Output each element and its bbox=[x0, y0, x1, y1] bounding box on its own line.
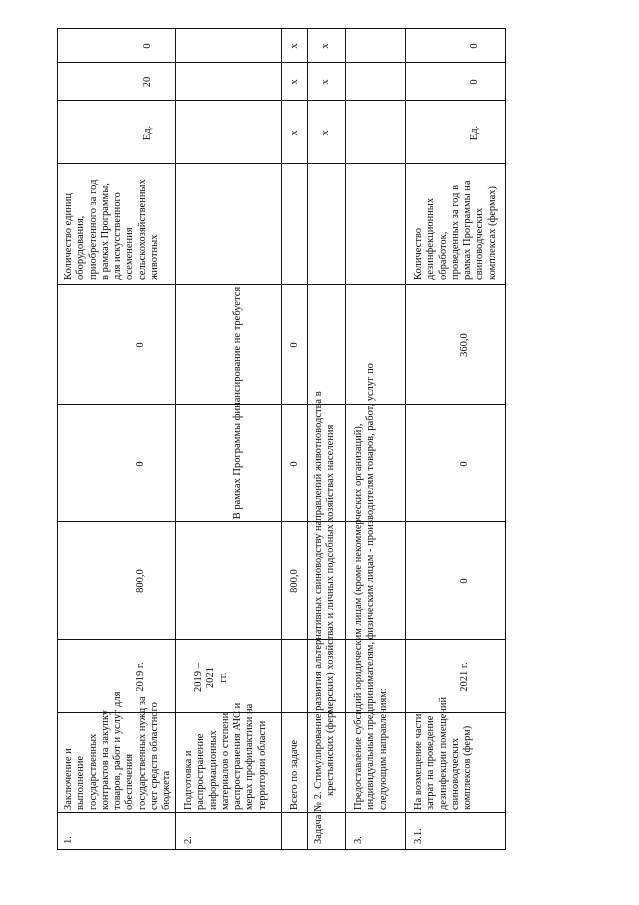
row1-indicator: Количество единиц оборудования, приобретенного за год в рамках Программы, для искусственного осеменения сельскохозяйственных животных bbox=[63, 179, 161, 280]
row2-merged-note: В рамках Программы финансирование не требуется bbox=[231, 286, 243, 520]
row31-indicator: Количество дезинфекционных обработок, проведенных за год в рамках Программы на свиноводческих комплексах (фермах) bbox=[413, 180, 498, 280]
row-border bbox=[175, 28, 176, 850]
task2-x: х bbox=[319, 79, 331, 85]
row-number: 2. bbox=[183, 836, 194, 844]
row-border bbox=[57, 28, 58, 850]
row3-text: Предоставление субсидий юридическим лицам (кроме некоммерческих организаций), индивидуальным предпринимателям, физическим лицам - производителям товаров, работ, услуг по следующим направлениям: bbox=[353, 363, 389, 810]
row-border bbox=[405, 28, 406, 850]
row-border bbox=[281, 28, 282, 850]
row31-year: 2021 г. bbox=[458, 662, 470, 692]
total-value-1: 800,0 bbox=[288, 569, 300, 593]
row31-count-1: 0 bbox=[468, 79, 480, 85]
row31-value-2: 0 bbox=[458, 461, 470, 467]
row31-name: На возмещение части затрат на проведение дезинфекции помещений свиноводческих комплексов (ферм) bbox=[413, 696, 474, 810]
row1-unit: Ед. bbox=[141, 125, 153, 141]
row31-count-2: 0 bbox=[468, 43, 480, 49]
total-x: х bbox=[288, 43, 300, 49]
row-border bbox=[307, 28, 308, 850]
row-border bbox=[345, 28, 346, 850]
row1-value-2: 0 bbox=[134, 461, 146, 467]
row31-value-3: 360,0 bbox=[458, 333, 470, 357]
total-value-3: 0 bbox=[288, 342, 300, 348]
row2-years: 2019 – 2021 гг. bbox=[193, 663, 229, 692]
row1-value-3: 0 bbox=[134, 342, 146, 348]
row2-name: Подготовка и распространение информационных материалов о степени распространения АЧС и мерах профилактики на территории области bbox=[183, 702, 268, 810]
rotated-table bbox=[45, 28, 515, 850]
task2-heading: Задача № 2. Стимулирование развития альтернативных свиноводству направлений животноводства в крестьянских (фермерских) хозяйствах и личных подсобных хозяйствах населения bbox=[313, 391, 337, 844]
row-number: 3.1. bbox=[413, 828, 424, 844]
row31-value-1: 0 bbox=[458, 578, 470, 584]
row1-name: Заключение и выполнение государственных контрактов на закупку товаров, работ и услуг для обеспечения государственных нужд за счет средств областного бюджета bbox=[63, 691, 173, 810]
task2-x: х bbox=[319, 43, 331, 49]
total-label: Всего по задаче bbox=[289, 739, 300, 810]
task2-x: х bbox=[319, 130, 331, 136]
total-value-2: 0 bbox=[288, 461, 300, 467]
row1-value-1: 800,0 bbox=[134, 569, 146, 593]
row31-unit: Ед. bbox=[468, 125, 480, 141]
row-number: 3. bbox=[353, 836, 364, 844]
row1-year: 2019 г. bbox=[134, 662, 146, 692]
row1-count-2: 0 bbox=[141, 43, 153, 49]
row1-count-1: 20 bbox=[141, 76, 153, 88]
total-x: х bbox=[288, 130, 300, 136]
row-border bbox=[505, 28, 506, 850]
row-number: 1. bbox=[63, 836, 74, 844]
total-x: х bbox=[288, 79, 300, 85]
